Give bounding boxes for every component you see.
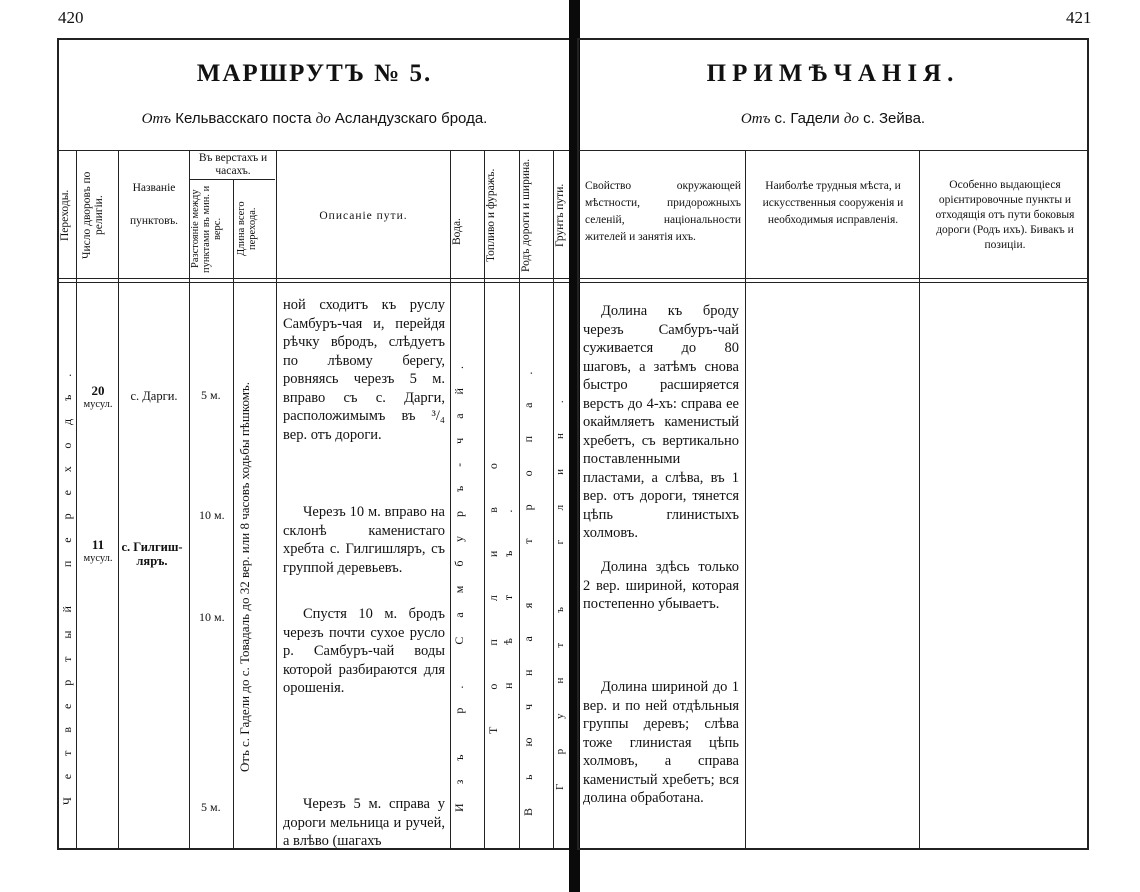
route-title: МАРШРУТЪ № 5.	[196, 60, 433, 87]
col-rule	[276, 150, 277, 848]
row-2-distance: 10 м.	[199, 508, 225, 522]
header-rule-double	[59, 282, 570, 283]
header-crossings: Переходы.	[59, 189, 71, 241]
route-description-1: ной сходитъ къ руслу Самбуръ-чая и, перейдя рѣчку вбродъ, слѣдуетъ по лѣвому берегу, ровняясь черезъ 5 м. вправо съ с. Дарги, расположимымъ въ ³/₄ вер. отъ дороги.	[283, 297, 445, 443]
route-subtitle: Отъ Кельвасскаго поста до Асландузскаго брода.	[141, 110, 488, 127]
header-difficult: Наиболѣе трудныя мѣста, и искусственныя сооруженія и необходимыя исправленія.	[762, 180, 904, 226]
notes-header-rule-top	[579, 150, 1087, 151]
route-description-2: Черезъ 10 м. вправо на склонѣ каменистаго хребта с. Гилгишляръ, съ группой деревьевъ.	[283, 504, 445, 576]
row-1-place: с. Дарги.	[130, 389, 178, 403]
col-rule	[76, 150, 77, 848]
header-points-line2: пунктовъ.	[129, 215, 179, 227]
header-fuel: Топливо и фуражъ.	[485, 168, 497, 262]
road-text: Вьючная тропа.	[521, 343, 535, 817]
header-road-type: Родъ дороги и ширина.	[520, 158, 532, 272]
crossing-length-text: Отъ с. Гадели до с. Товадаль до 32 вер. или 8 часовъ ходьбы пѣшкомъ.	[237, 382, 252, 773]
left-page	[57, 38, 572, 850]
route-description-3: Спустя 10 м. бродъ черезъ почти сухое русло р. Самбуръ-чай воды которой разбираются для орошенія.	[283, 606, 445, 696]
header-route-description: Описаніе пути.	[319, 210, 408, 222]
header-soil: Грунтъ пути.	[554, 183, 566, 247]
header-rule-bottom	[59, 278, 570, 279]
route-description-4: Черезъ 5 м. справа у дороги мельница и ручей, а влѣво (шагахъ	[283, 796, 445, 849]
header-versts-group: Въ верстахъ и часахъ.	[198, 152, 268, 177]
row-2-religion: мусул.	[83, 553, 113, 564]
row-2-place: с. Гилгиш-ляръ.	[121, 540, 183, 568]
header-points-line1: Названіе	[132, 182, 176, 194]
notes-header-rule-double	[579, 282, 1087, 283]
row-1-distance: 5 м.	[201, 388, 221, 402]
page-number-right: 421	[1066, 8, 1092, 27]
col-rule	[233, 179, 234, 848]
notes-subtitle: Отъ с. Гадели до с. Зейва.	[740, 110, 926, 127]
note-3: Долина шириной до 1 вер. и по ней отдѣльныя группы деревъ; слѣва тоже глинистая цѣпь холмовъ, а справа каменистый хребетъ; вся долина обработана.	[583, 679, 739, 806]
col-rule	[118, 150, 119, 848]
page-number-left: 420	[58, 8, 84, 27]
header-rule-top	[59, 150, 570, 151]
row-2-count: 11	[91, 537, 105, 552]
row-1-religion: мусул.	[83, 399, 113, 410]
header-water: Вода.	[451, 218, 463, 246]
versts-group-rule	[189, 179, 275, 180]
crossing-label: Четвертый переходъ.	[60, 355, 74, 805]
col-rule	[745, 150, 746, 848]
row-1-count: 20	[91, 383, 105, 398]
header-terrain: Свойство окружающей мѣстности, придорожныхъ селеній, національности жителей и занятія ихъ.	[585, 180, 741, 243]
row-2-households	[79, 538, 117, 566]
header-crossing-length: Длина всего перехода.	[236, 201, 258, 257]
row-1-households	[79, 384, 117, 412]
header-households: Число дворовъ по религіи.	[81, 171, 105, 259]
fuel-text: Топливо нѣтъ.	[486, 425, 515, 735]
header-points	[119, 180, 189, 230]
notes-title: ПРИМѢЧАНІЯ.	[706, 60, 960, 87]
header-distance-between: Разстояніе между пунктами въ мин. и верс.	[190, 185, 223, 273]
header-notable: Особенно выдающіеся орієнтировочные пункты и отходящія отъ пути боковыя дороги (Родъ ихъ). Бивакъ и позиціи.	[935, 179, 1075, 251]
distance-extra-1: 10 м.	[199, 610, 225, 624]
water-text: Изъ р. Самбуръ-чай.	[452, 347, 466, 813]
col-rule	[919, 150, 920, 848]
notes-header-rule-bottom	[579, 278, 1087, 279]
note-2: Долина здѣсь только 2 вер. шириной, которая постепенно убываетъ.	[583, 559, 739, 612]
right-page	[577, 38, 1089, 850]
soil-text: Грунтъ глин.	[554, 370, 566, 790]
distance-extra-2: 5 м.	[201, 800, 221, 814]
note-1: Долина къ броду черезъ Самбуръ-чай суживается до 80 шаговъ, а затѣмъ снова быстро расширяется верстъ до 4-хъ: справа ее окаймляетъ каменистый хребетъ, съ вертикально поставленными пластами, а слѣва, въ 1 вер. отъ дороги, тянется цѣпь глинистыхъ холмовъ.	[583, 303, 739, 541]
